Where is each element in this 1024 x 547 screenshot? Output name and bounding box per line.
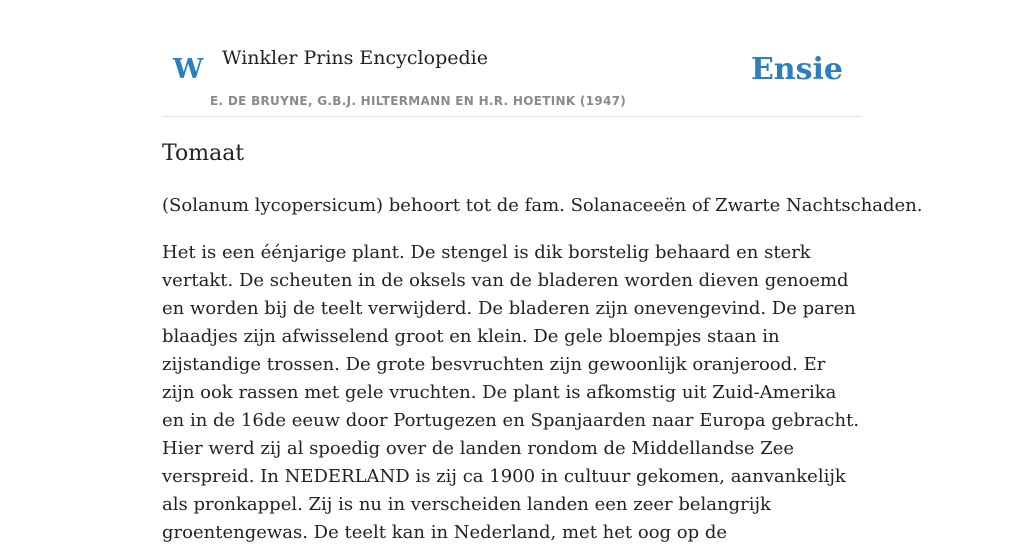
article-paragraph: (Solanum lycopersicum) behoort tot de fam. Solanaceeën of Zwarte Nachtschaden. — [162, 195, 923, 216]
article-title: Tomaat — [162, 141, 245, 166]
encyclopedia-header — [162, 0, 862, 117]
article-paragraph: Het is een éénjarige plant. De stengel is dik borstelig behaard en sterk vertakt. De scheuten in de oksels van de bladeren worden dieven genoemd en worden bij de teelt verwijderd. De bladeren zijn onevengevind. De paren blaadjes zijn afwisselend groot en klein. De gele bloempjes staan in zijstandige trossen. De grote besvruchten zijn gewoonlijk oranjerood. Er zijn ook rassen met gele vruchten. De plant is afkomstig uit Zuid-Amerika en in de 16de eeuw door Portugezen en Spanjaarden naar Europa gebracht. Hier werd zij al spoedig over de landen rondom de Middellandse Zee verspreid. In NEDERLAND is zij ca 1900 in cultuur gekomen, aanvankelijk als pronkappel. Zij is nu in verscheiden landen een zeer belangrijk groentengewas. De teelt kan in Nederland, met het oog op de — [162, 242, 860, 543]
site-logo-link[interactable]: Ensie — [750, 52, 843, 87]
encyclopedia-title[interactable]: Winkler Prins Encyclopedie — [222, 47, 488, 69]
encyclopedia-authors: E. DE BRUYNE, G.B.J. HILTERMANN EN H.R. HOETINK (1947) — [210, 94, 627, 108]
page-container — [162, 0, 923, 543]
encyclopedia-logo[interactable]: W — [173, 54, 204, 85]
